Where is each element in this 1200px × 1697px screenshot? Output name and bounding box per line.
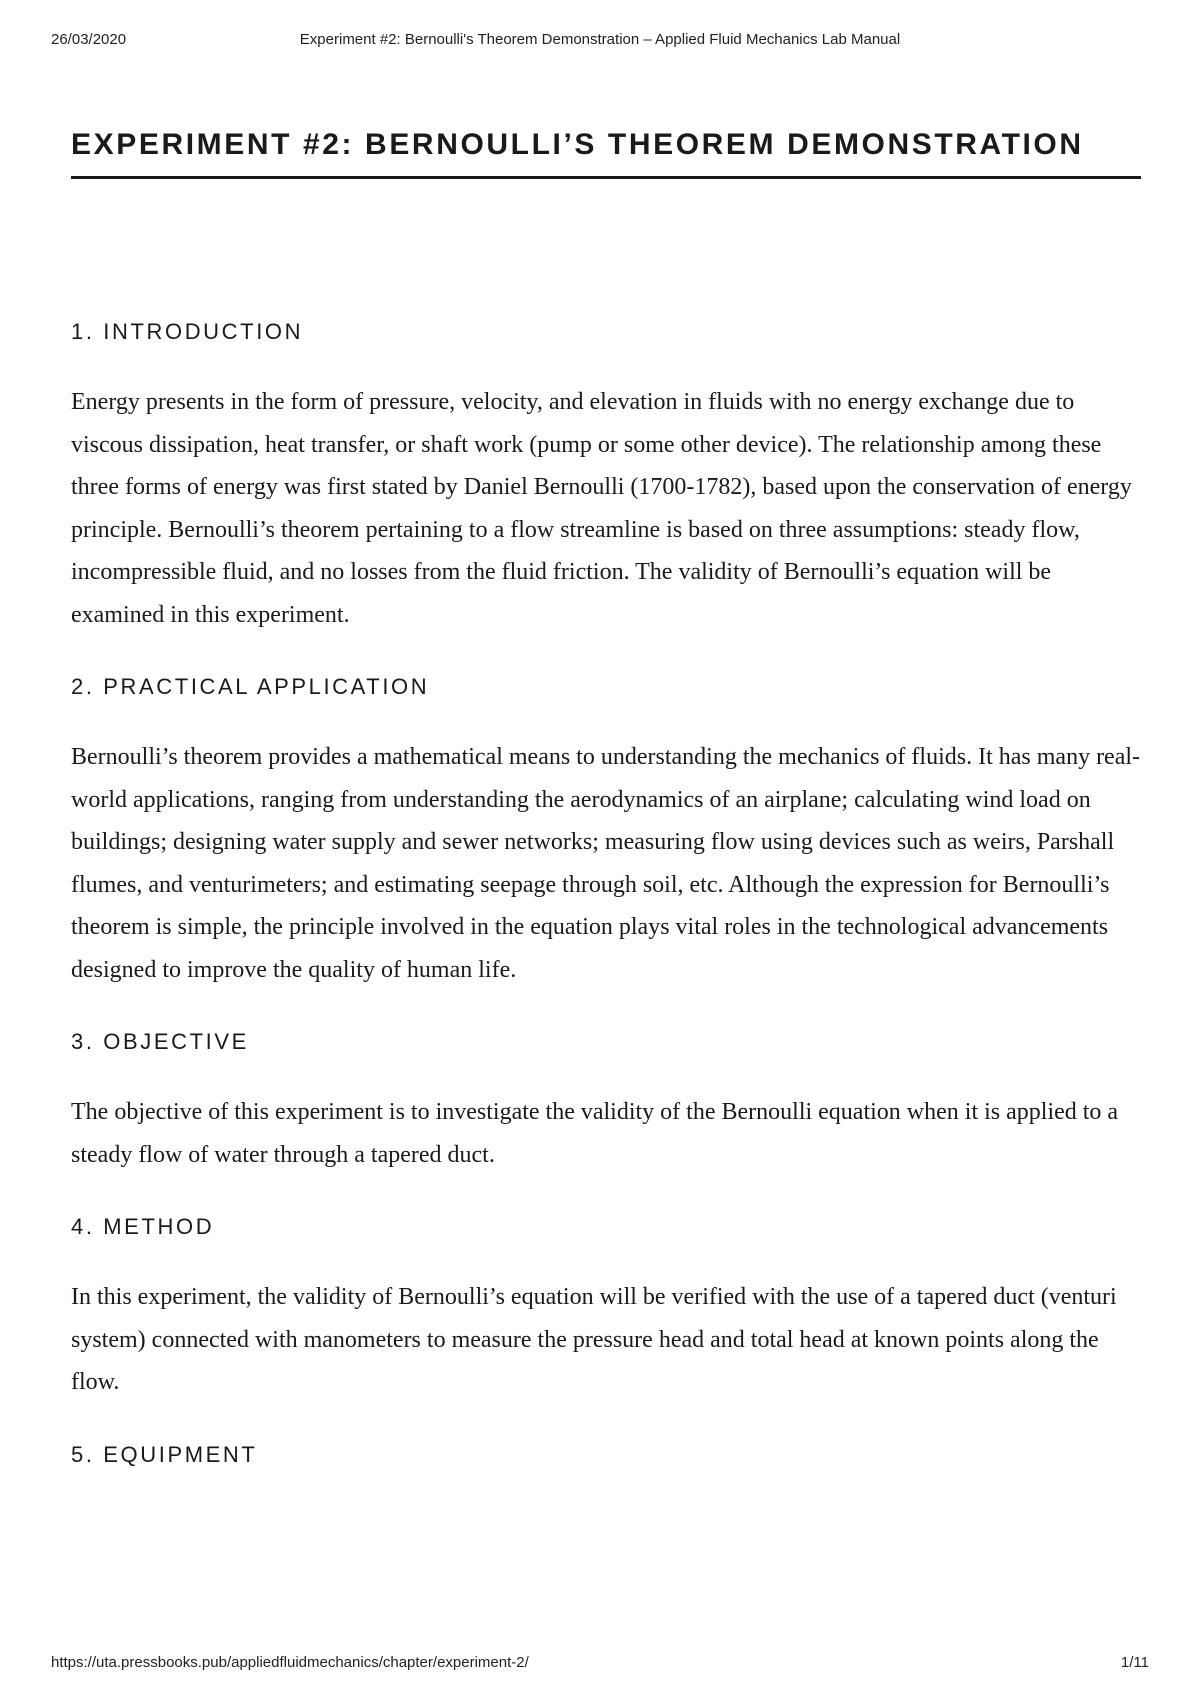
page-number: 1/11: [1120, 1654, 1149, 1671]
page-content: [71, 128, 1141, 1468]
print-header: [0, 31, 1200, 53]
section-text-introduction: Energy presents in the form of pressure, velocity, and elevation in fluids with no energy exchange due to viscous dissipation, heat transfer, or shaft work (pump or some other device). The relationship among these three forms of energy was first stated by Daniel Bernoulli (1700-1782), based upon the conservation of energy principle. Bernoulli’s theorem pertaining to a flow streamline is based on three assumptions: steady flow, incompressible fluid, and no losses from the fluid friction. The validity of Bernoulli’s equation will be examined in this experiment.: [71, 389, 1132, 628]
section-heading-introduction: 1. INTRODUCTION: [71, 319, 304, 344]
section-text-objective: The objective of this experiment is to investigate the validity of the Bernoulli equation when it is applied to a steady flow of water through a tapered duct.: [71, 1099, 1119, 1168]
section-text-method: In this experiment, the validity of Bernoulli’s equation will be verified with the use of a tapered duct (venturi system) connected with manometers to measure the pressure head and total head at known points along the flow.: [71, 1284, 1117, 1395]
section-heading-method: 4. METHOD: [71, 1214, 215, 1239]
section-heading-objective: 3. OBJECTIVE: [71, 1029, 249, 1054]
page-url-link[interactable]: https://uta.pressbooks.pub/appliedfluidmechanics/chapter/experiment-2/: [51, 1654, 529, 1671]
print-document-title: Experiment #2: Bernoulli's Theorem Demonstration – Applied Fluid Mechanics Lab Manual: [299, 31, 901, 48]
section-heading-practical-application: 2. PRACTICAL APPLICATION: [71, 674, 430, 699]
section-text-practical-application: Bernoulli’s theorem provides a mathematical means to understanding the mechanics of fluids. It has many real-world applications, ranging from understanding the aerodynamics of an airplane; calculating wind load on buildings; designing water supply and sewer networks; measuring flow using devices such as weirs, Parshall flumes, and venturimeters; and estimating seepage through soil, etc. Although the expression for Bernoulli’s theorem is simple, the principle involved in the equation plays vital roles in the technological advancements designed to improve the quality of human life.: [71, 744, 1141, 983]
chapter-title: EXPERIMENT #2: BERNOULLI’S THEOREM DEMONSTRATION: [71, 128, 1141, 179]
section-heading-equipment: 5. EQUIPMENT: [71, 1441, 258, 1467]
print-date: 26/03/2020: [51, 31, 127, 48]
